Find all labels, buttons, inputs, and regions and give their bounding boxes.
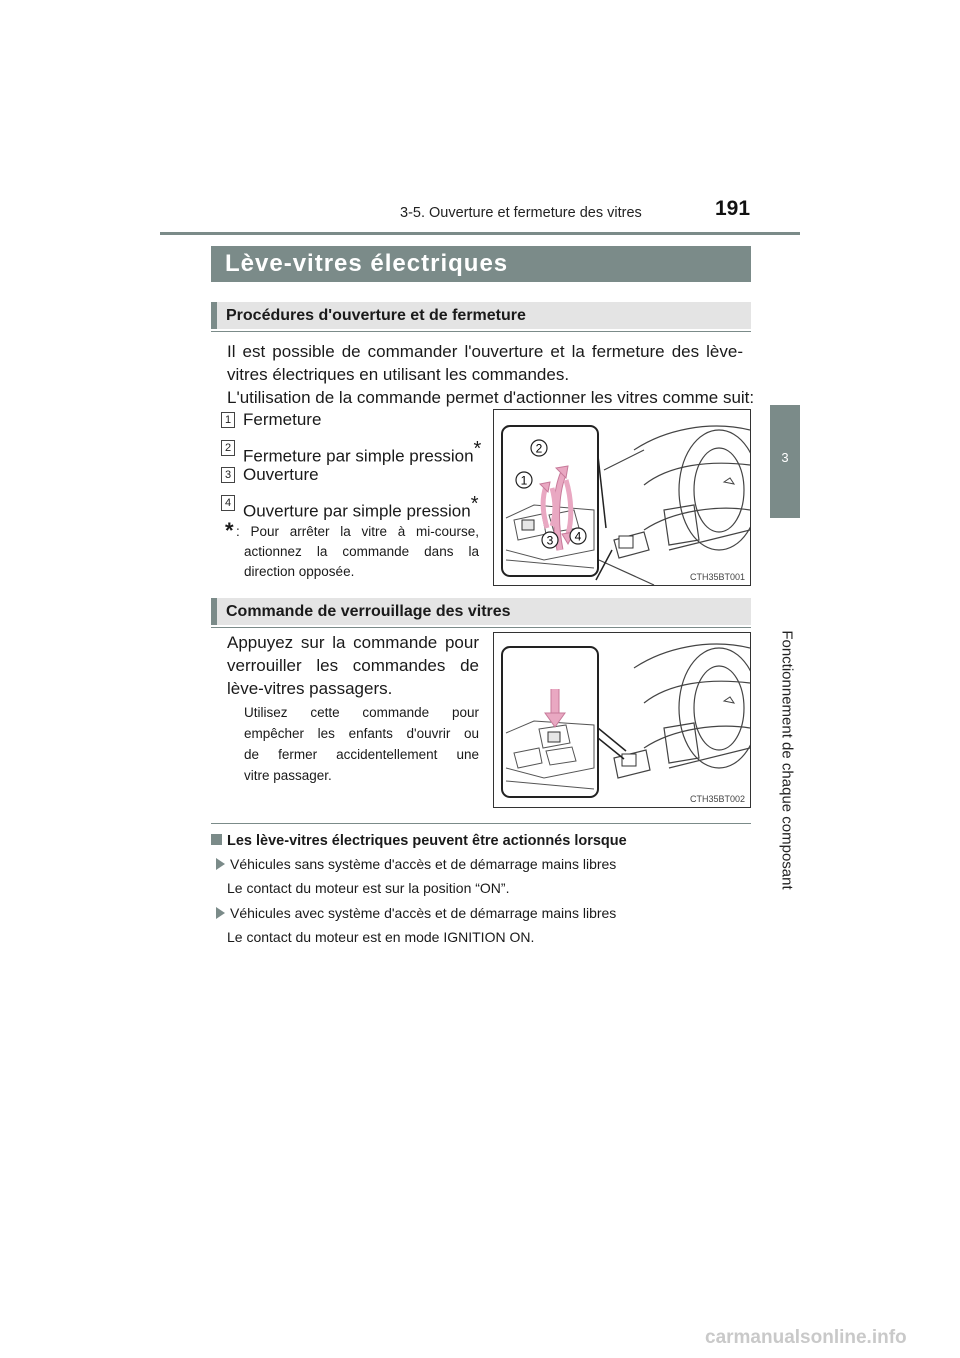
svg-text:4: 4	[574, 529, 582, 544]
triangle-bullet-icon	[216, 858, 225, 870]
section-heading-procedures: Procédures d'ouverture et de fermeture	[211, 302, 751, 329]
info-heading: Les lève-vitres électriques peuvent être actionnés lorsque	[211, 833, 627, 849]
note-line-2: actionnez la commande dans la	[244, 544, 479, 559]
running-head: 3-5. Ouverture et fermeture des vitres	[400, 205, 642, 221]
window-switch-illustration	[494, 410, 750, 585]
intro-line-3: L'utilisation de la commande permet d'actionner les vitres comme suit:	[227, 388, 755, 407]
lock-detail-line-3: de fermer accidentellement une	[244, 747, 479, 762]
callout-4	[570, 528, 586, 544]
window-lock-illustration	[494, 633, 750, 807]
info-case-2: Véhicules avec système d'accès et de démarrage mains libres	[216, 905, 616, 921]
lock-detail-line-2: empêcher les enfants d'ouvrir ou	[244, 726, 479, 741]
window-lock-figure	[493, 632, 751, 808]
page-number: 191	[715, 197, 751, 220]
item-number-3: 3	[221, 467, 235, 483]
lock-text-line-1: Appuyez sur la commande pour	[227, 633, 479, 652]
intro-line-2: vitres électriques en utilisant les commandes.	[227, 365, 570, 384]
chapter-number: 3	[781, 450, 789, 465]
note-line-3: direction opposée.	[244, 564, 355, 579]
item-number-1: 1	[221, 412, 235, 428]
header-rule	[160, 232, 800, 235]
list-item-one-touch-close: Fermeture par simple pression*	[243, 438, 482, 466]
lock-text-line-3: lève-vitres passagers.	[227, 679, 393, 698]
figure-caption-1: CTH35BT001	[689, 572, 745, 582]
list-item-open: Ouverture	[243, 465, 319, 484]
figure-caption-2: CTH35BT002	[689, 794, 745, 804]
lock-text-line-2: verrouiller les commandes de	[227, 656, 479, 675]
callout-2	[531, 440, 547, 456]
info-case-2-text: Le contact du moteur est en mode IGNITION ON.	[227, 929, 535, 945]
list-item-close: Fermeture	[243, 410, 322, 429]
inset-frame	[502, 426, 598, 576]
callout-3	[542, 532, 558, 548]
watermark: carmanualsonline.info	[705, 1327, 907, 1348]
svg-text:3: 3	[546, 533, 554, 548]
square-bullet-icon	[211, 834, 222, 845]
triangle-bullet-icon	[216, 907, 225, 919]
intro-line-1: Il est possible de commander l'ouverture et la fermeture des lève-	[227, 342, 743, 361]
item-number-4: 4	[221, 495, 235, 511]
info-case-1-text: Le contact du moteur est sur la position “ON”.	[227, 880, 510, 896]
lock-detail-line-1: Utilisez cette commande pour	[244, 705, 479, 720]
list-item-one-touch-open: Ouverture par simple pression*	[243, 493, 479, 521]
svg-text:1: 1	[520, 473, 528, 488]
lock-detail-line-4: vitre passager.	[244, 768, 332, 783]
window-switch-figure	[493, 409, 751, 586]
callout-1	[516, 472, 532, 488]
svg-text:2: 2	[535, 441, 543, 456]
info-rule	[211, 823, 751, 824]
main-title: Lève-vitres électriques	[211, 246, 751, 282]
note-asterisk: *	[225, 518, 234, 543]
info-case-1: Véhicules sans système d'accès et de démarrage mains libres	[216, 856, 616, 872]
section-heading-window-lock: Commande de verrouillage des vitres	[211, 598, 751, 625]
item-number-2: 2	[221, 440, 235, 456]
chapter-title: Fonctionnement de chaque composant	[778, 630, 796, 890]
note-line-1: : Pour arrêter la vitre à mi-course,	[236, 524, 479, 539]
